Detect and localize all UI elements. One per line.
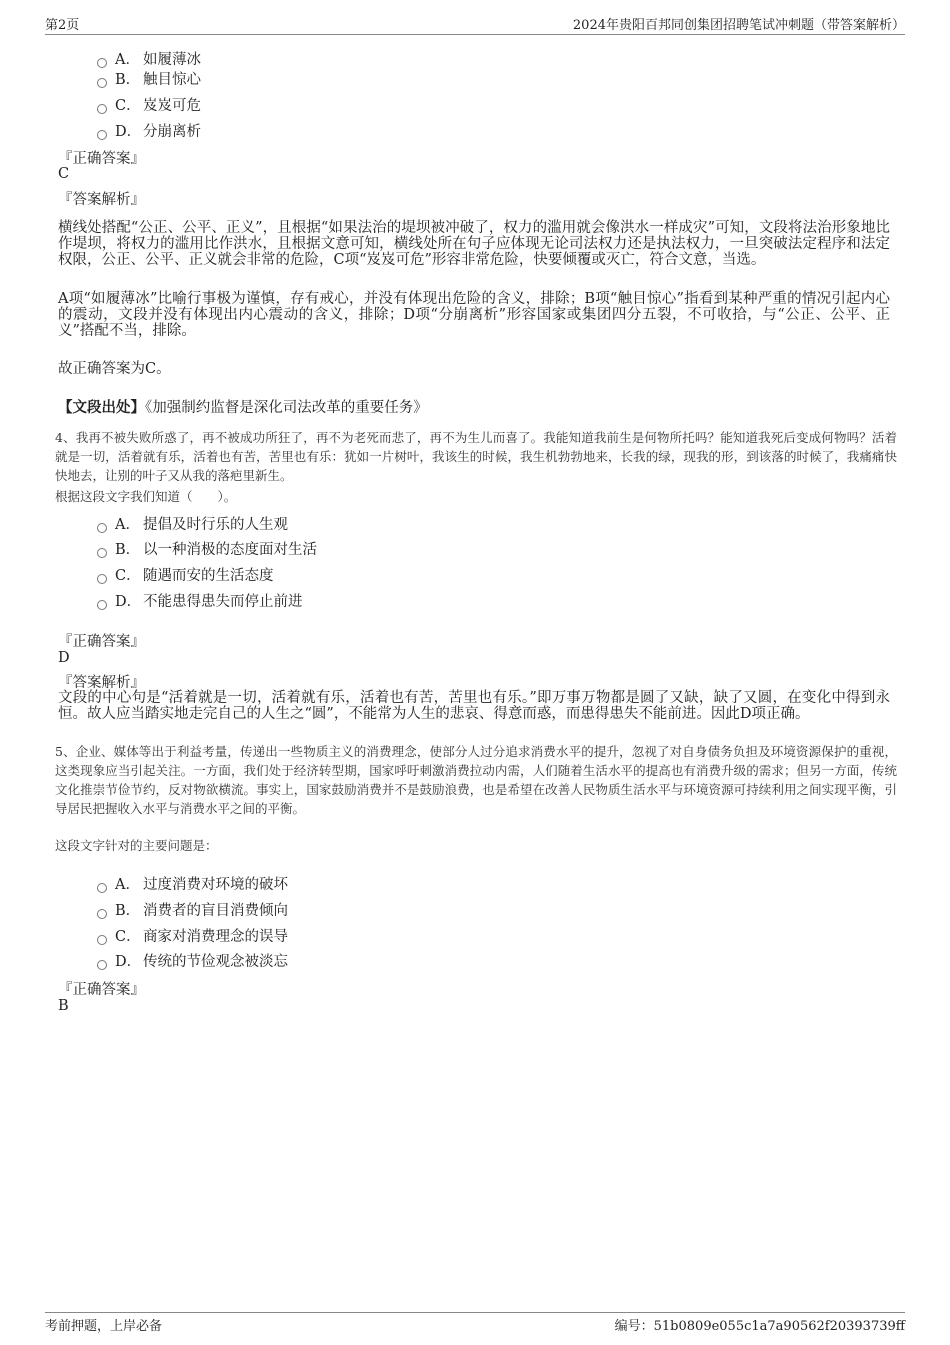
radio-icon[interactable] (97, 78, 107, 88)
q5-option-d[interactable]: D． 传统的节俭观念被淡忘 (97, 950, 288, 971)
q3-analysis-paragraph-2: A项“如履薄冰”比喻行事极为谨慎，存有戒心，并没有体现出危险的含义，排除；B项“触目惊心”指看到某种严重的情况引起内心的震动，文段并没有体现出内心震动的含义，排除；D项“分崩离析”形容国家或集团四分五裂，不可收拾，与“公正、公平、正义”搭配不当，排除。 (58, 291, 890, 339)
q4-analysis-label: 『答案解析』 (58, 675, 145, 691)
q3-answer: C (58, 166, 70, 182)
q3-answer-label: 『正确答案』 (58, 151, 145, 167)
q5-option-a[interactable]: A． 过度消费对环境的破坏 (97, 873, 288, 894)
q4-option-c[interactable]: C． 随遇而安的生活态度 (97, 564, 274, 585)
q3-option-c[interactable]: C． 岌岌可危 (97, 94, 201, 115)
radio-icon[interactable] (97, 935, 107, 945)
source-title: 《加强制约监督是深化司法改革的重要任务》 (145, 400, 428, 416)
document-id: 编号：51b0809e055c1a7a90562f20393739ff (614, 1319, 905, 1334)
q5-prompt: 这段文字针对的主要问题是： (55, 838, 218, 853)
radio-icon[interactable] (97, 909, 107, 919)
q3-option-a[interactable]: A． 如履薄冰 (97, 48, 201, 69)
q4-prompt: 根据这段文字我们知道（ ）。 (55, 489, 237, 504)
document-title: 2024年贵阳百邦同创集团招聘笔试冲刺题（带答案解析） (572, 18, 905, 33)
q4-stem: 4、我再不被失败所惑了，再不被成功所狂了，再不为老死而悲了，再不为生儿而喜了。我能知道我前生是何物所托吗？能知道我死后变成何物吗？活着就是一切，活着就有乐，活着也有苦，苦里也有乐：犹如一片树叶，我该生的时候，我生机勃勃地来，长我的绿，现我的形，到该落的时候了，我痛痛快快地去，让别的叶子又从我的落疤里新生。 (55, 430, 897, 483)
radio-icon[interactable] (97, 600, 107, 610)
radio-icon[interactable] (97, 58, 107, 68)
radio-icon[interactable] (97, 130, 107, 140)
radio-icon[interactable] (97, 523, 107, 533)
q3-source (58, 396, 428, 417)
radio-icon[interactable] (97, 883, 107, 893)
q5-stem: 5、企业、媒体等出于利益考量，传递出一些物质主义的消费理念，使部分人过分追求消费水平的提升，忽视了对自身债务负担及环境资源保护的重视，这类现象应当引起关注。一方面，我们处于经济转型期，国家呼吁刺激消费拉动内需，人们随着生活水平的提高也有消费升级的需求；但另一方面，传统文化推崇节俭节约，反对物欲横流。事实上，国家鼓励消费并不是鼓励浪费，也是希望在改善人民物质生活水平与环境资源可持续利用之间实现平衡，引导居民把握收入水平与消费水平之间的平衡。 (55, 744, 897, 816)
radio-icon[interactable] (97, 104, 107, 114)
q5-answer-label: 『正确答案』 (58, 982, 145, 998)
q4-analysis: 文段的中心句是“活着就是一切，活着就有乐，活着也有苦，苦里也有乐。”即万事万物都是圆了又缺，缺了又圆，在变化中得到永恒。故人应当踏实地走完自己的人生之“圆”，不能常为人生的悲哀、得意而惑，而患得患失不能前进。因此D项正确。 (58, 690, 890, 722)
page-footer (45, 1312, 905, 1334)
q4-option-d[interactable]: D． 不能患得患失而停止前进 (97, 590, 303, 611)
q3-analysis-label: 『答案解析』 (58, 192, 145, 208)
radio-icon[interactable] (97, 960, 107, 970)
q4-option-a[interactable]: A． 提倡及时行乐的人生观 (97, 513, 288, 534)
page-number: 第2页 (45, 18, 80, 33)
q5-answer: B (58, 998, 69, 1014)
radio-icon[interactable] (97, 574, 107, 584)
page-header (45, 14, 905, 35)
q4-answer: D (58, 650, 70, 666)
q3-analysis-paragraph-3: 故正确答案为C。 (58, 361, 171, 377)
q5-option-b[interactable]: B． 消费者的盲目消费倾向 (97, 899, 288, 920)
q4-answer-label: 『正确答案』 (58, 634, 145, 650)
footer-slogan: 考前押题，上岸必备 (45, 1319, 163, 1334)
source-label: 【文段出处】 (58, 399, 145, 416)
q4-option-b[interactable]: B． 以一种消极的态度面对生活 (97, 538, 317, 559)
q3-option-d[interactable]: D． 分崩离析 (97, 120, 201, 141)
q3-analysis-paragraph-1: 横线处搭配“公正、公平、正义”，且根据“如果法治的堤坝被冲破了，权力的滥用就会像洪水一样成灾”可知，文段将法治形象地比作堤坝，将权力的滥用比作洪水，且根据文意可知，横线处所在句子应体现无论司法权力还是执法权力，一旦突破法定程序和法定权限，公正、公平、正义就会非常的危险，C项“岌岌可危”形容非常危险，快要倾覆或灭亡，符合文意，当选。 (58, 220, 890, 268)
q5-option-c[interactable]: C． 商家对消费理念的误导 (97, 925, 288, 946)
q3-option-b[interactable]: B． 触目惊心 (97, 68, 201, 89)
radio-icon[interactable] (97, 548, 107, 558)
